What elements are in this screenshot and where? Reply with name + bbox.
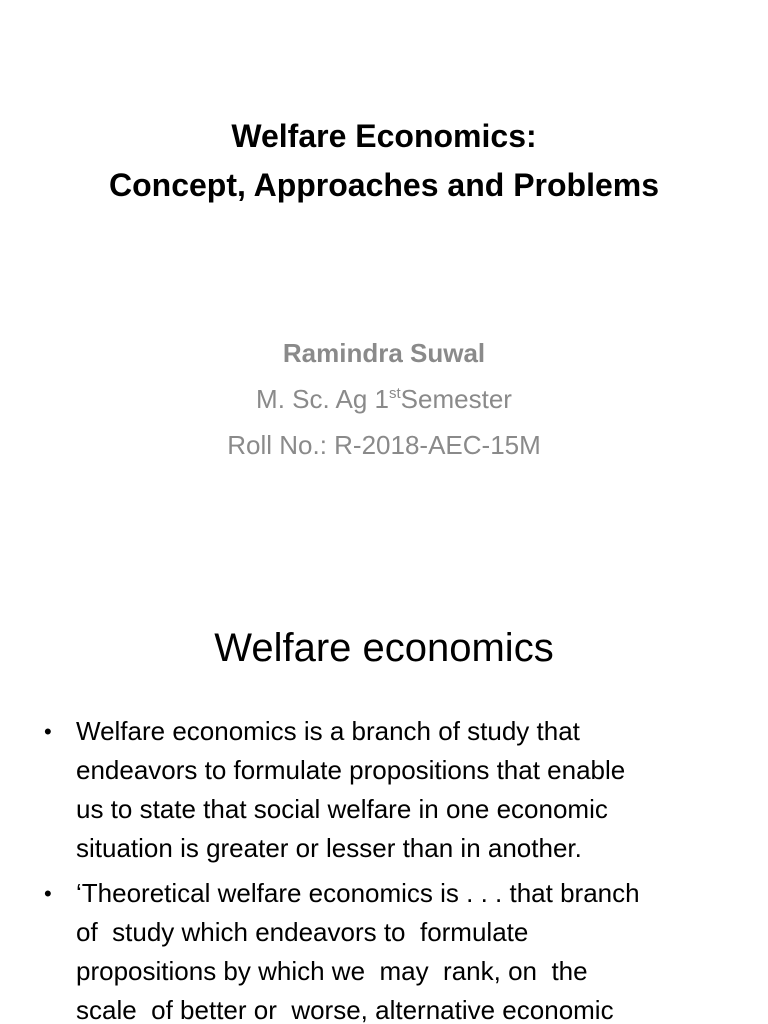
title-line-2: Concept, Approaches and Problems: [108, 167, 660, 203]
slide-title: [0, 112, 768, 210]
roll-number: Roll No.: R-2018-AEC-15M: [227, 430, 541, 460]
bullet-marker: •: [44, 881, 52, 906]
author-name: Ramindra Suwal: [282, 338, 486, 368]
bullet-line: of study which endeavors to formulate: [76, 917, 529, 947]
program-superscript: st: [389, 385, 401, 402]
bullet-item: [44, 874, 734, 1024]
bullet-marker: •: [44, 719, 52, 744]
bullet-line: Welfare economics is a branch of study that: [76, 716, 580, 746]
title-line-1: Welfare Economics:: [231, 118, 537, 154]
section-heading: Welfare economics: [214, 626, 554, 670]
program-suffix: Semester: [400, 384, 512, 414]
content-slide: [0, 576, 768, 1024]
bullet-line: situation is greater or lesser than in another.: [76, 833, 582, 863]
bullet-item: [44, 712, 734, 868]
slide-subtitle: [0, 330, 768, 468]
bullet-line: propositions by which we may rank, on the: [76, 956, 588, 986]
bullet-line: scale of better or worse, alternative economic: [76, 995, 614, 1024]
program-line: [0, 376, 768, 422]
bullet-line: endeavors to formulate propositions that enable: [76, 755, 626, 785]
bullet-line: us to state that social welfare in one economic: [76, 794, 608, 824]
bullet-line: ‘Theoretical welfare economics is . . . that branch: [76, 878, 640, 908]
program-prefix: M. Sc. Ag 1: [256, 384, 389, 414]
bullet-list: [44, 712, 734, 1024]
